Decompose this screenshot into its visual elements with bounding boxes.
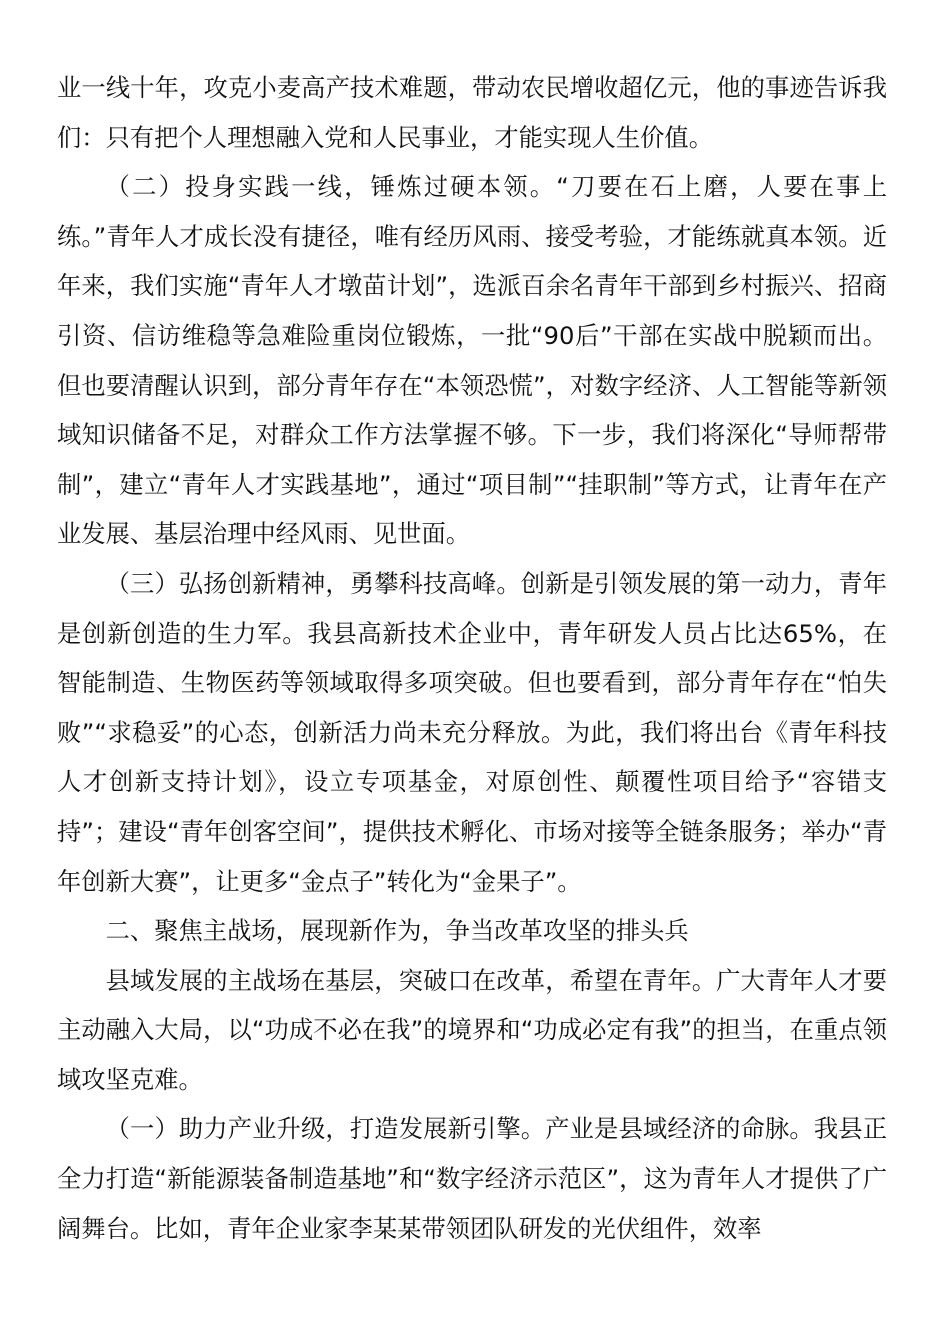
document-body [57,63,887,1253]
paragraph-section-2: （二）投身实践一线，锤炼过硬本领。“刀要在石上磨，人要在事上练。”青年人才成长没有捷径，唯有经历风雨、接受考验，才能练就真本领。近年来，我们实施“青年人才墩苗计划”，选派百余名青年干部到乡村振兴、招商引资、信访维稳等急难险重岗位锻炼，一批“90后”干部在实战中脱颖而出。但也要清醒认识到，部分青年存在“本领恐慌”，对数字经济、人工智能等新领域知识储备不足，对群众工作方法掌握不够。下一步，我们将深化“导师帮带制”，建立“青年人才实践基地”，通过“项目制”“挂职制”等方式，让青年在产业发展、基层治理中经风雨、见世面。 [57,172,887,549]
paragraph-intro: 县域发展的主战场在基层，突破口在改革，希望在青年。广大青年人才要主动融入大局，以“功成不必在我”的境界和“功成必定有我”的担当，在重点领域攻坚克难。 [57,965,887,1094]
paragraph-section-3: （三）弘扬创新精神，勇攀科技高峰。创新是引领发展的第一动力，青年是创新创造的生力军。我县高新技术企业中，青年研发人员占比达65%，在智能制造、生物医药等领域取得多项突破。但也要看到，部分青年存在“怕失败”“求稳妥”的心态，创新活力尚未充分释放。为此，我们将出台《青年科技人才创新支持计划》，设立专项基金，对原创性、颠覆性项目给予“容错支持”；建设“青年创客空间”，提供技术孵化、市场对接等全链条服务；举办“青年创新大赛”，让更多“金点子”转化为“金果子”。 [57,568,887,896]
paragraph-continuation: 业一线十年，攻克小麦高产技术难题，带动农民增收超亿元，他的事迹告诉我们：只有把个人理想融入党和人民事业，才能实现人生价值。 [57,73,887,152]
chapter-heading: 二、聚焦主战场，展现新作为，争当改革攻坚的排头兵 [105,916,689,946]
paragraph-subsection-1: （一）助力产业升级，打造发展新引擎。产业是县域经济的命脉。我县正全力打造“新能源装备制造基地”和“数字经济示范区”，这为青年人才提供了广阔舞台。比如，青年企业家李某某带领团队研发的光伏组件，效率 [57,1114,887,1243]
